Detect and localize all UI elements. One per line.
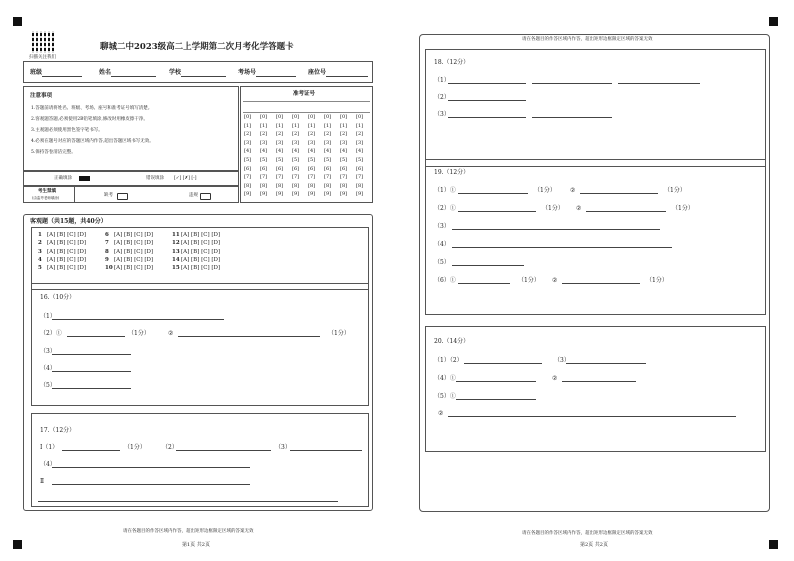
q16-part-2a: （2）① xyxy=(40,330,62,337)
objective-question-1[interactable] xyxy=(38,233,86,239)
objective-heading: 客观题（共15题，共40分） xyxy=(30,218,107,225)
field-label-name: 姓名 xyxy=(99,69,112,76)
admission-digit-bubble[interactable]: [1] xyxy=(324,122,332,129)
objective-question-2[interactable] xyxy=(38,241,86,247)
q19-part-2b-score: （1分） xyxy=(672,205,694,212)
missing-checkbox[interactable] xyxy=(117,193,128,200)
admission-digit-bubble[interactable]: [6] xyxy=(340,165,348,172)
admission-digit-bubble[interactable]: [1] xyxy=(260,122,268,129)
q20-answer-5b[interactable] xyxy=(448,416,736,417)
q17-part-II: Ⅱ xyxy=(40,478,45,485)
admission-digit-bubble[interactable]: [4] xyxy=(308,148,316,155)
objective-question-12[interactable] xyxy=(172,241,220,247)
q19-answer-2a[interactable] xyxy=(458,211,536,212)
admission-digit-bubble[interactable]: [7] xyxy=(260,174,268,181)
q19-part-1b-score: （1分） xyxy=(664,187,686,194)
admission-digit-bubble[interactable]: [7] xyxy=(340,174,348,181)
admission-digit-bubble[interactable]: [6] xyxy=(292,165,300,172)
region-note: 请在各题目的作答区域内作答，超出矩形边框限定区域的答案无效 xyxy=(522,37,653,42)
q16-answer-3[interactable] xyxy=(52,354,131,355)
question-number: 9 xyxy=(105,256,109,263)
admission-digit-bubble[interactable]: [7] xyxy=(244,174,252,181)
admission-digit-bubble[interactable]: [4] xyxy=(276,148,284,155)
absent-label: 考生禁填 xyxy=(38,189,56,194)
admission-digit-bubble[interactable]: [5] xyxy=(340,157,348,163)
q16-answer-5[interactable] xyxy=(52,388,131,389)
violation-label: 违规 xyxy=(189,193,198,198)
objective-question-13[interactable] xyxy=(172,250,220,256)
objective-question-10[interactable] xyxy=(105,266,153,272)
admission-number-box xyxy=(240,86,373,203)
admission-digit-bubble[interactable]: [4] xyxy=(260,148,268,155)
admission-digit-bubble[interactable]: [5] xyxy=(356,157,364,163)
admission-digit-bubble[interactable]: [0] xyxy=(260,114,268,120)
option-bubbles[interactable]: [A] [B] [C] [D] xyxy=(181,240,221,247)
absent-box xyxy=(23,186,239,203)
option-bubbles[interactable]: [A] [B] [C] [D] xyxy=(114,265,154,272)
registration-mark xyxy=(13,540,22,549)
q19-part-1b: ② xyxy=(570,187,576,194)
q19-answer-1b[interactable] xyxy=(580,193,658,194)
option-bubbles[interactable]: [A] [B] [C] [D] xyxy=(114,240,154,247)
admission-digit-bubble[interactable]: [2] xyxy=(260,131,268,138)
q18-box xyxy=(425,49,766,167)
admission-digit-bubble[interactable]: [4] xyxy=(356,148,364,155)
q19-part-2a-score: （1分） xyxy=(542,205,564,212)
fill-example xyxy=(23,171,239,186)
admission-digit-bubble[interactable]: [2] xyxy=(324,131,332,138)
option-bubbles[interactable]: [A] [B] [C] [D] xyxy=(114,232,154,238)
objective-question-4[interactable] xyxy=(38,258,86,264)
q16-part-5: （5） xyxy=(40,382,56,389)
admission-digit-bubble[interactable]: [3] xyxy=(340,139,348,146)
question-number: 14 xyxy=(172,256,180,263)
field-label-seat: 座位号 xyxy=(308,69,327,76)
question-number: 10 xyxy=(105,265,113,272)
admission-digit-bubble[interactable]: [3] xyxy=(292,139,300,146)
question-number: 4 xyxy=(38,256,42,263)
q20-title: 20.（14分） xyxy=(434,338,470,345)
admission-digit-bubble[interactable]: [8] xyxy=(292,182,300,189)
q17-title: 17.（12分） xyxy=(40,427,76,434)
q17-part-3: （3） xyxy=(275,444,291,451)
option-bubbles[interactable]: [A] [B] [C] [D] xyxy=(47,248,87,255)
question-number: 1 xyxy=(38,232,42,238)
admission-digit-bubble[interactable]: [6] xyxy=(276,165,284,172)
question-number: 12 xyxy=(172,240,180,247)
divider xyxy=(74,187,75,202)
option-bubbles[interactable]: [A] [B] [C] [D] xyxy=(181,256,221,263)
admission-digit-bubble[interactable]: [2] xyxy=(356,131,364,138)
admission-digit-bubble[interactable]: [7] xyxy=(292,174,300,181)
registration-mark xyxy=(769,540,778,549)
filled-bubble-icon xyxy=(79,176,90,181)
divider xyxy=(243,101,370,102)
admission-digit-bubble[interactable]: [1] xyxy=(276,122,284,129)
q18-answer-1b[interactable] xyxy=(532,83,612,84)
admission-digit-bubble[interactable]: [7] xyxy=(324,174,332,181)
field-label-school: 学校 xyxy=(169,69,182,76)
q16-answer-2a[interactable] xyxy=(67,336,125,337)
admission-digit-bubble[interactable]: [8] xyxy=(244,182,252,189)
admission-digit-bubble[interactable]: [8] xyxy=(356,182,364,189)
q17-answer-II[interactable] xyxy=(52,484,250,485)
notice-item: 4.必须在题号对应的答题区域内作答,超出答题区域书写无效。 xyxy=(31,139,154,144)
admission-digit-bubble[interactable]: [1] xyxy=(340,122,348,129)
q16-answer-2b[interactable] xyxy=(178,336,320,337)
notice-item: 2.客观题答题,必须使用2B铅笔填涂,修改时用橡皮擦干净。 xyxy=(31,117,148,122)
q16-box xyxy=(31,283,369,406)
admission-digit-bubble[interactable]: [5] xyxy=(244,157,252,163)
q16-part-2b-score: （1分） xyxy=(328,330,350,337)
objective-question-3[interactable] xyxy=(38,250,86,256)
q20-answer-3[interactable] xyxy=(566,363,646,364)
question-number: 15 xyxy=(172,265,180,272)
option-bubbles[interactable]: [A] [B] [C] [D] xyxy=(47,232,87,238)
correct-fill-label: 正确填涂 xyxy=(54,176,72,181)
option-bubbles[interactable]: [A] [B] [C] [D] xyxy=(114,248,154,255)
admission-digit-bubble[interactable]: [0] xyxy=(292,114,300,120)
notice-heading: 注意事项 xyxy=(30,93,53,99)
admission-digit-bubble[interactable]: [3] xyxy=(356,139,364,146)
q19-part-3: （3） xyxy=(434,223,450,230)
field-label-exam-room: 考场号 xyxy=(238,69,257,76)
answer-frame xyxy=(419,34,770,536)
admission-digit-bubble[interactable]: [0] xyxy=(356,114,364,120)
q20-answer-2[interactable] xyxy=(464,363,542,364)
q16-title: 16.（10分） xyxy=(40,294,76,301)
admission-digit-bubble[interactable]: [0] xyxy=(324,114,332,120)
q17-part-2: （2） xyxy=(162,444,178,451)
q19-part-1a: （1）① xyxy=(434,187,456,194)
q17-answer-2[interactable] xyxy=(176,450,271,451)
admission-digit-bubble[interactable]: [2] xyxy=(276,131,284,138)
admission-digit-bubble[interactable]: [5] xyxy=(260,157,268,163)
admission-digit-bubble[interactable]: [7] xyxy=(356,174,364,181)
option-bubbles[interactable]: [A] [B] [C] [D] xyxy=(181,265,221,272)
admission-digit-bubble[interactable]: [7] xyxy=(276,174,284,181)
wrong-fill-label: 错误填涂 xyxy=(146,176,164,181)
q20-box xyxy=(425,326,766,452)
info-row xyxy=(23,61,373,83)
region-note: 请在各题目的作答区域内作答，超出矩形边框限定区域的答案无效 xyxy=(123,529,254,534)
page-footer: 第2页 共2页 xyxy=(580,542,608,548)
q19-answer-2b[interactable] xyxy=(586,211,666,212)
q20-part-4b: ② xyxy=(552,375,558,382)
admission-digit-bubble[interactable]: [6] xyxy=(308,165,316,172)
admission-digit-bubble[interactable]: [9] xyxy=(356,191,364,198)
objective-box xyxy=(31,227,369,290)
option-bubbles[interactable]: [A] [B] [C] [D] xyxy=(181,248,221,255)
q19-title: 19.（12分） xyxy=(434,169,470,176)
option-bubbles[interactable]: [A] [B] [C] [D] xyxy=(47,240,87,247)
admission-digit-bubble[interactable]: [9] xyxy=(260,191,268,198)
admission-digit-bubble[interactable]: [9] xyxy=(292,191,300,198)
admission-digit-bubble[interactable]: [2] xyxy=(292,131,300,138)
q19-part-2b: ② xyxy=(576,205,582,212)
q19-part-6a: （6）① xyxy=(434,277,456,284)
divider xyxy=(243,112,370,113)
question-number: 2 xyxy=(38,240,42,247)
registration-mark xyxy=(13,17,22,26)
admission-digit-bubble[interactable]: [0] xyxy=(340,114,348,120)
q19-part-2a: （2）① xyxy=(434,205,456,212)
admission-digit-bubble[interactable]: [1] xyxy=(356,122,364,129)
q16-part-3: （3） xyxy=(40,348,56,355)
missing-label: 缺考 xyxy=(104,193,113,198)
q18-answer-3b[interactable] xyxy=(532,117,612,118)
field-school-input[interactable] xyxy=(181,76,226,77)
admission-digit-bubble[interactable]: [6] xyxy=(260,165,268,172)
q19-answer-1a[interactable] xyxy=(458,193,528,194)
objective-question-7[interactable] xyxy=(105,241,153,247)
violation-checkbox[interactable] xyxy=(200,193,211,200)
field-name-input[interactable] xyxy=(111,76,156,77)
admission-digit-bubble[interactable]: [4] xyxy=(292,148,300,155)
q19-answer-5[interactable] xyxy=(452,265,524,266)
q16-answer-4[interactable] xyxy=(52,371,131,372)
notice-item: 1.答题前请将姓名、班级、考场、座号和准考证号填写清楚。 xyxy=(31,106,153,111)
admission-digit-bubble[interactable]: [9] xyxy=(308,191,316,198)
field-class-input[interactable] xyxy=(42,76,82,77)
admission-digit-bubble[interactable]: [9] xyxy=(324,191,332,198)
q16-part-2a-score: （1分） xyxy=(128,330,150,337)
wrong-fill-symbols: [✓] [✗] [-] xyxy=(174,176,197,181)
option-bubbles[interactable]: [A] [B] [C] [D] xyxy=(114,256,154,263)
admission-digit-bubble[interactable]: [4] xyxy=(244,148,252,155)
q17-part-1: Ⅰ（1） xyxy=(40,444,59,451)
notice-box xyxy=(23,86,239,171)
q19-box xyxy=(425,159,766,315)
question-number: 7 xyxy=(105,240,109,247)
option-bubbles[interactable]: [A] [B] [C] [D] xyxy=(47,265,87,272)
q20-part-5b: ② xyxy=(438,410,444,417)
question-number: 6 xyxy=(105,232,109,238)
question-number: 5 xyxy=(38,265,42,272)
q18-answer-1c[interactable] xyxy=(618,83,700,84)
q19-part-5: （5） xyxy=(434,259,450,266)
admission-digit-bubble[interactable]: [8] xyxy=(276,182,284,189)
q17-answer-1[interactable] xyxy=(62,450,120,451)
objective-question-15[interactable] xyxy=(172,266,220,272)
admission-digit-bubble[interactable]: [8] xyxy=(340,182,348,189)
question-number: 13 xyxy=(172,248,180,255)
admission-digit-bubble[interactable]: [2] xyxy=(308,131,316,138)
page-title: 聊城二中2023级高二上学期第二次月考化学答题卡 xyxy=(100,42,294,52)
q17-answer-3[interactable] xyxy=(290,450,362,451)
field-label-class: 班级 xyxy=(30,69,43,76)
admission-digit-bubble[interactable]: [3] xyxy=(244,139,252,146)
objective-question-9[interactable] xyxy=(105,258,153,264)
admission-digit-bubble[interactable]: [0] xyxy=(276,114,284,120)
admission-digit-bubble[interactable]: [2] xyxy=(340,131,348,138)
q17-part-4: （4） xyxy=(40,461,56,468)
q16-answer-1[interactable] xyxy=(52,319,224,320)
qr-caption: 扫描关注我们 xyxy=(29,55,56,60)
objective-question-14[interactable] xyxy=(172,258,220,264)
admission-digit-bubble[interactable]: [3] xyxy=(260,139,268,146)
q16-part-1: （1） xyxy=(40,313,56,320)
q19-part-1a-score: （1分） xyxy=(534,187,556,194)
admission-digit-bubble[interactable]: [8] xyxy=(260,182,268,189)
admission-digit-bubble[interactable]: [3] xyxy=(276,139,284,146)
q18-answer-2[interactable] xyxy=(448,100,526,101)
admission-digit-bubble[interactable]: [9] xyxy=(340,191,348,198)
question-number: 3 xyxy=(38,248,42,255)
objective-question-5[interactable] xyxy=(38,266,86,272)
admission-digit-bubble[interactable]: [8] xyxy=(324,182,332,189)
admission-digit-bubble[interactable]: [1] xyxy=(308,122,316,129)
admission-digit-bubble[interactable]: [1] xyxy=(244,122,252,129)
option-bubbles[interactable]: [A] [B] [C] [D] xyxy=(47,256,87,263)
admission-digit-bubble[interactable]: [5] xyxy=(292,157,300,163)
admission-digit-bubble[interactable]: [0] xyxy=(244,114,252,120)
admission-digit-bubble[interactable]: [9] xyxy=(276,191,284,198)
objective-question-11[interactable] xyxy=(172,233,220,239)
q18-title: 18.（12分） xyxy=(434,59,470,66)
q17-answer-II-extra[interactable] xyxy=(38,501,338,502)
absent-sublabel: (由监考老师填涂) xyxy=(32,196,60,200)
admission-digit-bubble[interactable]: [8] xyxy=(308,182,316,189)
q18-answer-1a[interactable] xyxy=(448,83,526,84)
answer-frame xyxy=(23,214,373,511)
admission-digit-bubble[interactable]: [5] xyxy=(324,157,332,163)
q19-answer-4[interactable] xyxy=(452,247,672,248)
q20-part-1-2: （1）（2） xyxy=(434,357,463,364)
admission-heading: 准考证号 xyxy=(293,91,316,97)
q17-answer-4[interactable] xyxy=(52,467,250,468)
admission-digit-bubble[interactable]: [1] xyxy=(292,122,300,129)
admission-digit-bubble[interactable]: [9] xyxy=(244,191,252,198)
q19-part-6b-score: （1分） xyxy=(646,277,668,284)
question-number: 8 xyxy=(105,248,109,255)
admission-digit-bubble[interactable]: [2] xyxy=(244,131,252,138)
q20-part-3: （3） xyxy=(554,357,570,364)
q17-box xyxy=(31,413,369,507)
q19-part-6b: ② xyxy=(552,277,558,284)
qr-code xyxy=(32,31,54,53)
q19-part-4: （4） xyxy=(434,241,450,248)
q18-part-3: （3） xyxy=(434,111,450,118)
admission-digit-bubble[interactable]: [7] xyxy=(308,174,316,181)
q20-part-4a: （4）① xyxy=(434,375,456,382)
admission-digit-bubble[interactable]: [6] xyxy=(244,165,252,172)
q18-answer-3a[interactable] xyxy=(448,117,526,118)
q20-answer-5a[interactable] xyxy=(456,399,536,400)
q16-part-4: （4） xyxy=(40,365,56,372)
admission-digit-bubble[interactable]: [3] xyxy=(324,139,332,146)
registration-mark xyxy=(769,17,778,26)
option-bubbles[interactable]: [A] [B] [C] [D] xyxy=(181,232,221,238)
q19-answer-6a[interactable] xyxy=(458,283,510,284)
admission-digit-bubble[interactable]: [0] xyxy=(308,114,316,120)
field-seat-input[interactable] xyxy=(326,76,368,77)
objective-question-8[interactable] xyxy=(105,250,153,256)
field-exam-room-input[interactable] xyxy=(256,76,296,77)
q19-part-6a-score: （1分） xyxy=(518,277,540,284)
admission-digit-bubble[interactable]: [4] xyxy=(324,148,332,155)
admission-digit-bubble[interactable]: [3] xyxy=(308,139,316,146)
q19-answer-3[interactable] xyxy=(452,229,660,230)
q16-part-2b: ② xyxy=(168,330,174,337)
admission-digit-bubble[interactable]: [5] xyxy=(308,157,316,163)
region-note: 请在各题目的作答区域内作答，超出矩形边框限定区域的答案无效 xyxy=(522,531,653,536)
page-footer: 第1页 共2页 xyxy=(182,542,210,548)
admission-digit-bubble[interactable]: [4] xyxy=(340,148,348,155)
q17-part-1-score: （1分） xyxy=(124,444,146,451)
q20-part-5a: （5）① xyxy=(434,393,456,400)
q20-answer-4a[interactable] xyxy=(456,381,536,382)
admission-digit-bubble[interactable]: [6] xyxy=(356,165,364,172)
notice-item: 3.主观题必须使用黑色签字笔书写。 xyxy=(31,128,103,133)
q20-answer-4b[interactable] xyxy=(562,381,636,382)
q18-part-1: （1） xyxy=(434,77,450,84)
admission-digit-bubble[interactable]: [5] xyxy=(276,157,284,163)
notice-item: 5.保持答卷清洁完整。 xyxy=(31,150,76,155)
objective-question-6[interactable] xyxy=(105,233,153,239)
question-number: 11 xyxy=(172,232,180,238)
q19-answer-6b[interactable] xyxy=(562,283,640,284)
q18-part-2: （2） xyxy=(434,94,450,101)
admission-digit-bubble[interactable]: [6] xyxy=(324,165,332,172)
